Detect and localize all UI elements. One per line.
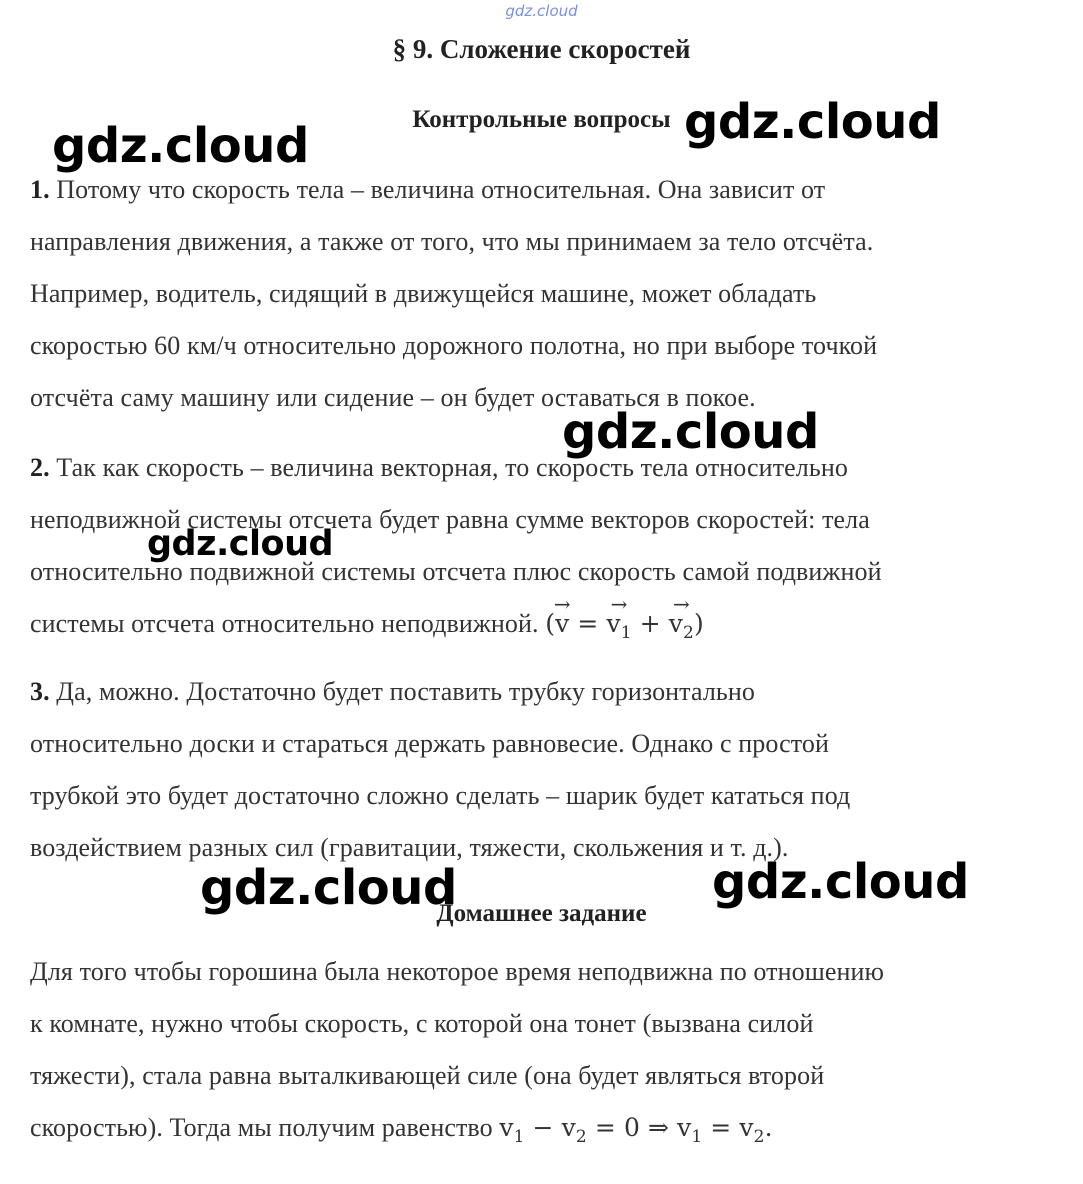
answer-line: трубкой это будет достаточно сложно сделать – шарик будет кататься под xyxy=(30,781,851,810)
answer-line: воздействием разных сил (гравитации, тяжести, скольжения и т. д.). xyxy=(30,833,789,862)
answer-number: 3. xyxy=(30,677,50,706)
watermark: gdz.cloud xyxy=(200,860,457,916)
formula-eq: = xyxy=(569,609,607,638)
formula-plus: + xyxy=(631,609,669,638)
answer-line xyxy=(30,666,1070,718)
homework-line: Для того чтобы горошина была некоторое время неподвижна по отношению xyxy=(30,957,885,986)
section-title-homework: Домашнее задание xyxy=(436,900,647,927)
homework-text-end: скоростью). Тогда мы получим равенство xyxy=(30,1113,500,1142)
answer-1 xyxy=(30,164,1070,424)
answer-3 xyxy=(30,666,1070,874)
answer-line: скоростью 60 км/ч относительно дорожного полотна, но при выборе точкой xyxy=(30,331,878,360)
answer-line: отсчёта саму машину или сидение – он будет оставаться в покое. xyxy=(30,383,756,412)
homework-text xyxy=(30,946,1070,1163)
watermark: gdz.cloud xyxy=(147,524,334,564)
watermark: gdz.cloud xyxy=(52,118,309,174)
answer-line xyxy=(30,598,1070,659)
answer-line: относительно подвижной системы отсчета плюс скорость самой подвижной xyxy=(30,557,882,586)
vector-v: → v xyxy=(555,598,569,650)
answer-line: неподвижной системы отсчета будет равна сумме векторов скоростей: тела xyxy=(30,505,870,534)
equality-formula: $v_1 - v_2 = 0$ ⇒ $v_1 = v_2$. xyxy=(499,1113,773,1147)
answer-number: 2. xyxy=(30,453,50,482)
watermark: gdz.cloud xyxy=(712,854,969,910)
vector-v2: → $v_2$ xyxy=(669,598,694,659)
answer-number: 1. xyxy=(30,175,50,204)
answer-text: Потому что скорость тела – величина относительная. Она зависит от xyxy=(49,175,826,204)
answer-line: Например, водитель, сидящий в движущейся машине, может обладать xyxy=(30,279,817,308)
watermark: gdz.cloud xyxy=(562,404,819,460)
homework-line: к комнате, нужно чтобы скорость, с которой она тонет (вызвана силой xyxy=(30,1009,814,1038)
homework-line: тяжести), стала равна выталкивающей силе (она будет являться второй xyxy=(30,1061,825,1090)
answer-text: Так как скорость – величина векторная, то скорость тела относительно xyxy=(49,453,848,482)
watermark: gdz.cloud xyxy=(684,94,941,150)
section-title-questions: Контрольные вопросы xyxy=(412,106,671,133)
top-watermark: gdz.cloud xyxy=(505,2,578,20)
vector-sum-formula xyxy=(545,609,704,643)
answer-text: Да, можно. Достаточно будет поставить трубку горизонтально xyxy=(49,677,755,706)
answer-line: относительно доски и стараться держать равновесие. Однако с простой xyxy=(30,729,829,758)
formula-paren: ( xyxy=(545,609,556,638)
answer-text: системы отсчета относительно неподвижной. xyxy=(30,609,546,638)
answer-line xyxy=(30,442,1070,494)
page-title: § 9. Сложение скоростей xyxy=(392,34,691,64)
vector-v1: → $v_1$ xyxy=(606,598,631,659)
answer-line: направления движения, а также от того, что мы принимаем за тело отсчёта. xyxy=(30,227,874,256)
homework-line xyxy=(30,1102,1070,1163)
formula-paren: ) xyxy=(693,609,704,638)
